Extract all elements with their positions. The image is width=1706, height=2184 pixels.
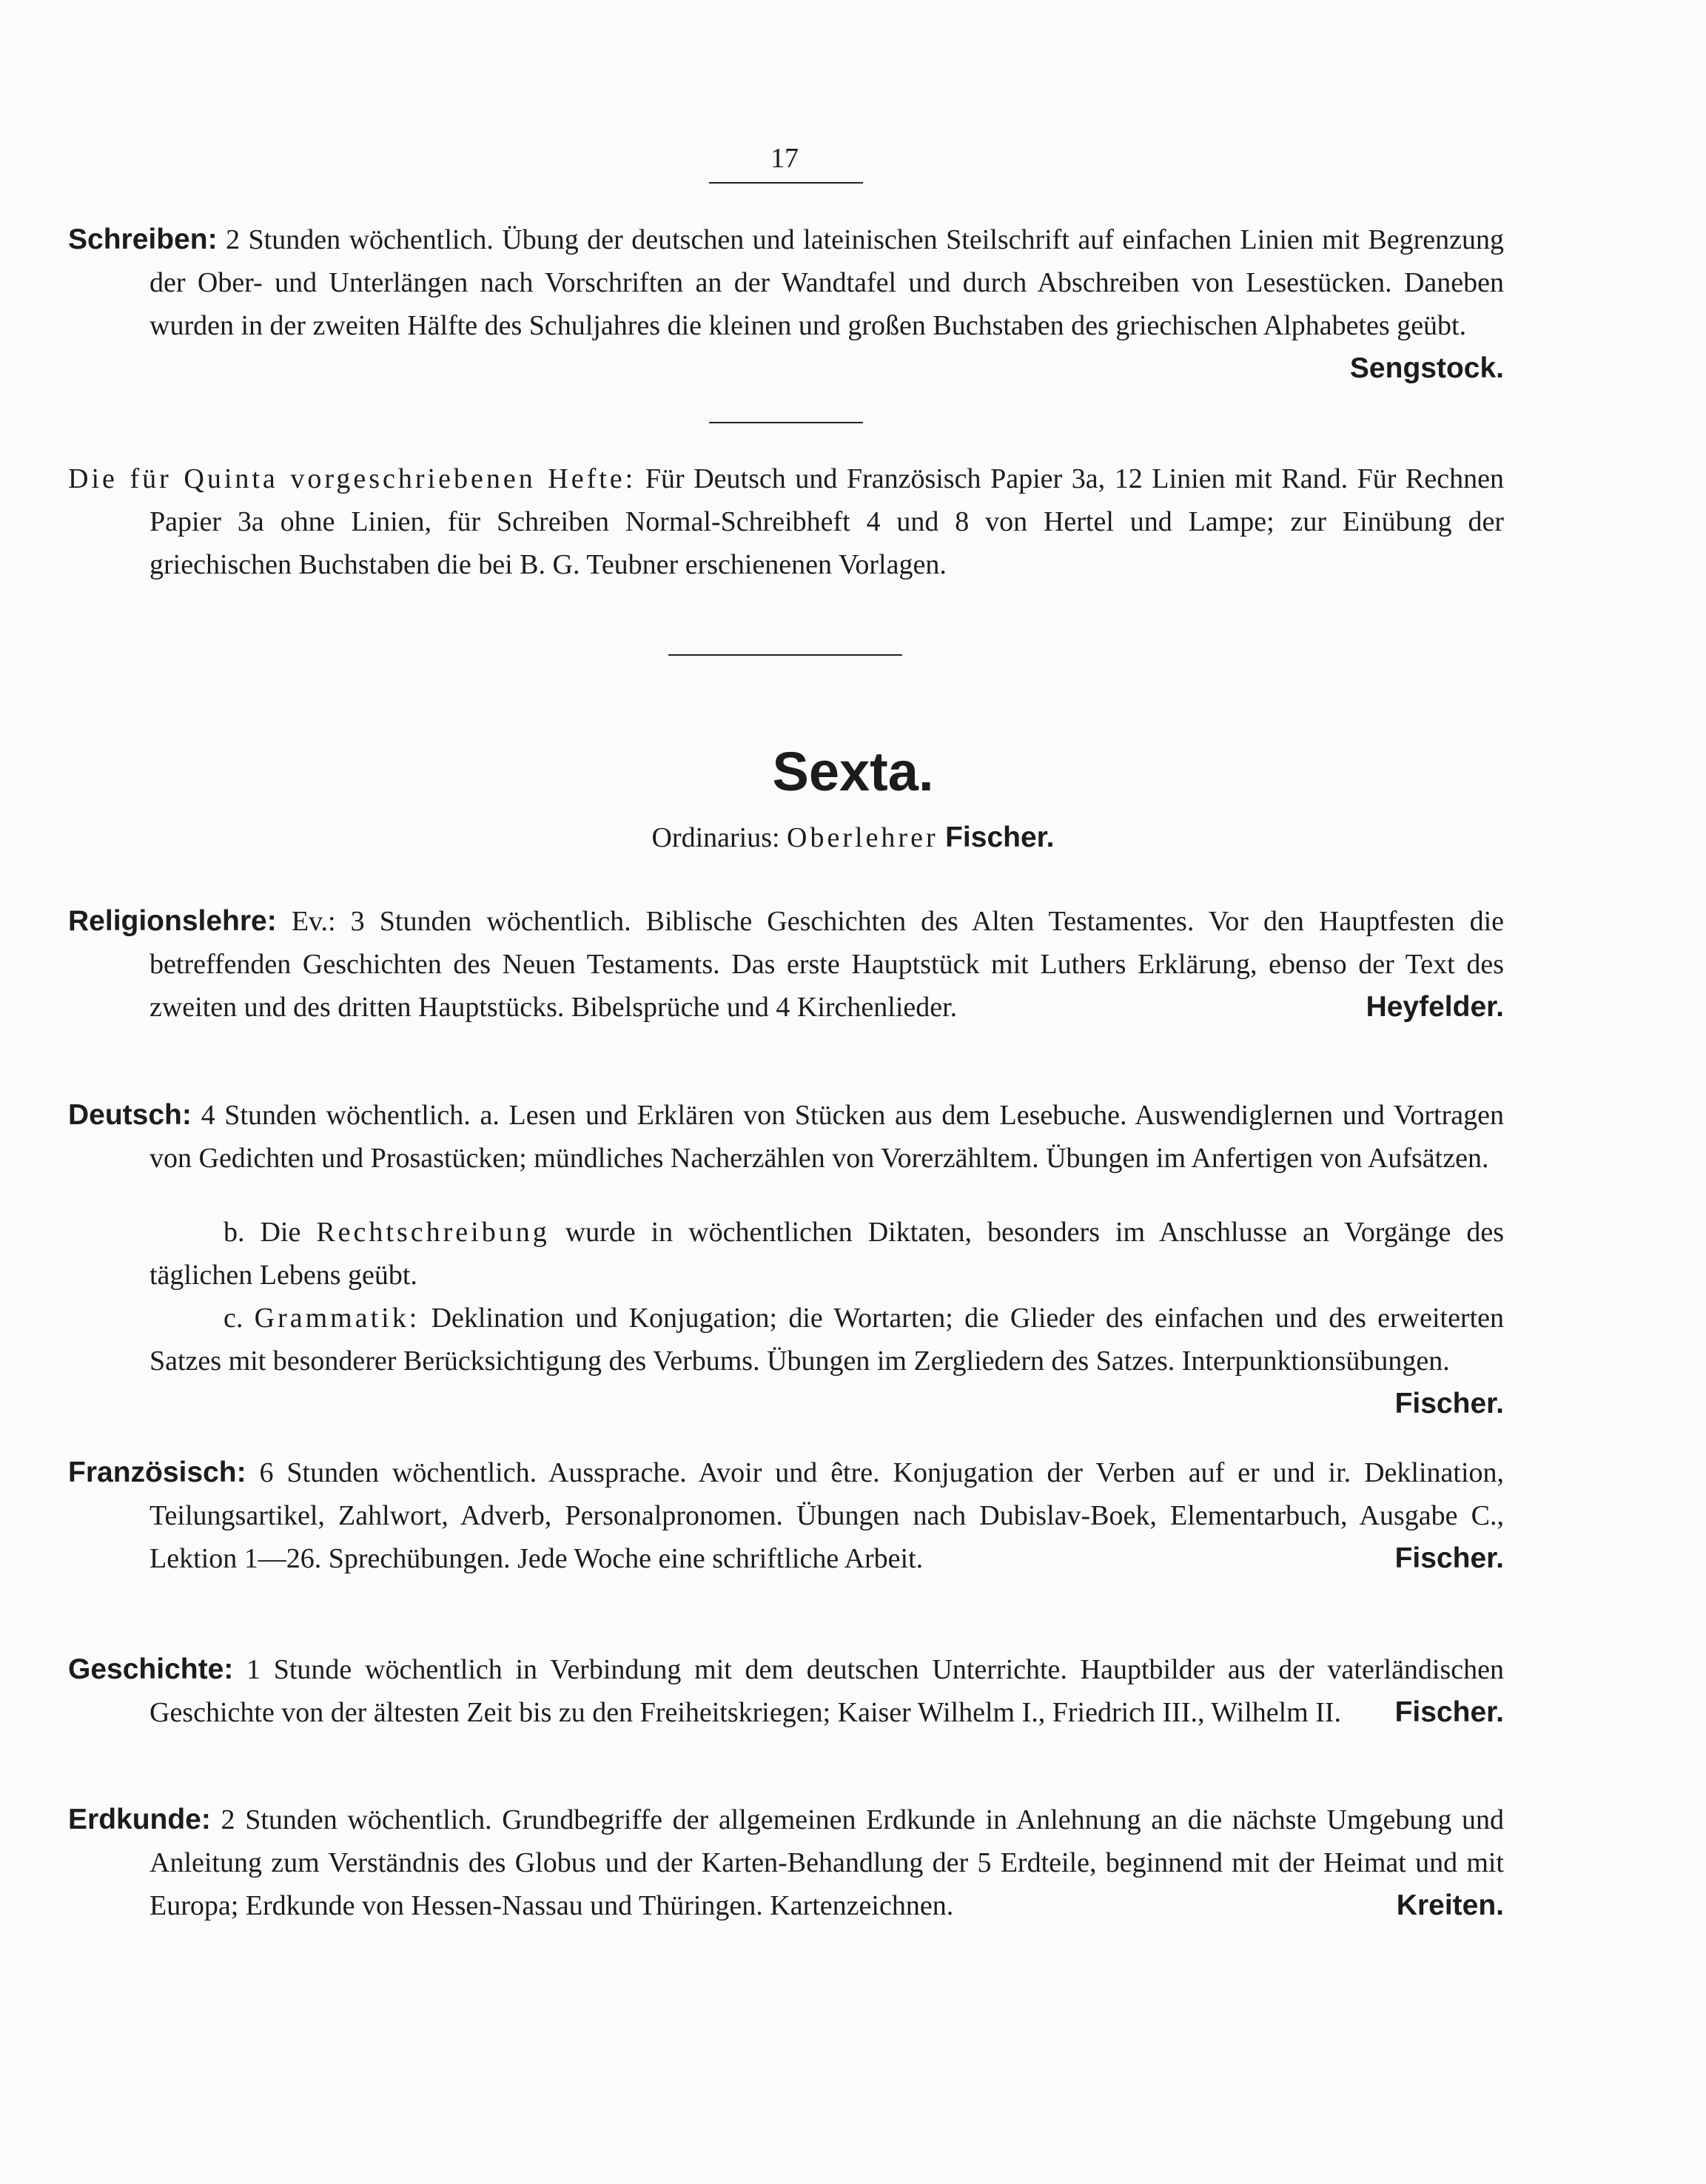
section-rule	[668, 654, 902, 656]
divider-rule	[709, 422, 863, 423]
religion-heading: Religionslehre:	[68, 905, 277, 937]
page-number: 17	[770, 143, 799, 174]
section-title: Sexta.	[772, 741, 934, 802]
franzoesisch-entry	[68, 1451, 1504, 1580]
ordinarius-line	[0, 821, 1706, 854]
deutsch-heading: Deutsch:	[68, 1099, 192, 1131]
religion-text: Ev.: 3 Stunden wöchentlich. Biblische Geschichten des Alten Testamentes. Vor den Hauptfesten die betreffenden Geschichten des Neuen Testaments. Das erste Hauptstück mit Luthers Erklärung, ebenso der Text des zweiten und des dritten Hauptstücks. Bibelsprüche und 4 Kirchenlieder.	[150, 906, 1505, 1023]
geschichte-entry	[68, 1648, 1504, 1734]
schreiben-entry	[68, 218, 1504, 390]
deutsch-teacher: Fischer.	[1394, 1388, 1504, 1419]
geschichte-text: 1 Stunde wöchentlich in Verbindung mit dem deutschen Unterrichte. Hauptbilder aus der vaterländischen Geschichte von der ältesten Zeit bis zu den Freiheitskriegen; Kaiser Wilhelm I., Friedrich III., Wilhelm II.	[150, 1654, 1505, 1728]
deutsch-part-c	[68, 1297, 1504, 1425]
erdkunde-teacher: Kreiten.	[1396, 1889, 1504, 1921]
ordinarius-label: Ordinarius:	[651, 822, 780, 853]
franzoesisch-text: 6 Stunden wöchentlich. Aussprache. Avoir und être. Konjugation der Verben auf er und ir. Deklination, Teilungsartikel, Zahlwort, Adverb, Personalpronomen. Übungen nach Dubislav-Boek, Elementarbuch, Ausgabe C., Lektion 1—26. Sprechübungen. Jede Woche eine schriftliche Arbeit.	[150, 1457, 1504, 1574]
deutsch-c-text: Deklination und Konjugation; die Wortarten; die Glieder des einfachen und des erweiterten Satzes mit besonderer Berücksichtigung des Verbums. Übungen im Zergliedern des Satzes. Interpunktionsübungen.	[150, 1303, 1505, 1377]
hefte-note	[68, 457, 1504, 586]
erdkunde-heading: Erdkunde:	[68, 1804, 211, 1835]
hefte-lead: Die für Quinta vorgeschriebenen Hefte:	[68, 463, 637, 494]
deutsch-b-text: wurde in wöchentlichen Diktaten, besonders im Anschlusse an Vorgänge des täglichen Lebens geübt.	[150, 1217, 1505, 1291]
erdkunde-text: 2 Stunden wöchentlich. Grundbegriffe der allgemeinen Erdkunde in Anlehnung an die nächste Umgebung und Anleitung zum Verständnis des Globus und der Karten-Behandlung der 5 Erdteile, beginnend mit der Heimat und mit Europa; Erdkunde von Hessen-Nassau und Thüringen. Kartenzeichnen.	[150, 1804, 1505, 1921]
deutsch-c-term: Grammatik:	[254, 1303, 420, 1334]
schreiben-heading: Schreiben:	[68, 224, 218, 255]
header-rule	[709, 182, 863, 184]
deutsch-text-a: 4 Stunden wöchentlich. a. Lesen und Erklären von Stücken aus dem Lesebuche. Auswendiglernen und Vortragen von Gedichten und Prosastücken; mündliches Nacherzählen von Vorerzähltem. Übungen im Anfertigen von Aufsätzen.	[150, 1100, 1504, 1174]
franzoesisch-heading: Französisch:	[68, 1456, 246, 1488]
deutsch-entry	[68, 1094, 1504, 1180]
ordinarius-rank: Oberlehrer	[787, 822, 938, 853]
geschichte-teacher: Fischer.	[1394, 1696, 1504, 1728]
religion-teacher: Heyfelder.	[1366, 991, 1504, 1023]
schreiben-text: 2 Stunden wöchentlich. Übung der deutschen und lateinischen Steilschrift auf einfachen Linien mit Begrenzung der Ober- und Unterlängen nach Vorschriften an der Wandtafel und durch Abschreiben von Lesestücken. Daneben wurden in der zweiten Hälfte des Schuljahres die kleinen und großen Buchstaben des griechischen Alphabetes geübt.	[150, 224, 1505, 341]
deutsch-b-label: b. Die	[224, 1217, 301, 1248]
ordinarius-name: Fischer.	[945, 821, 1055, 853]
schreiben-teacher: Sengstock.	[1349, 352, 1504, 384]
deutsch-part-b	[68, 1211, 1504, 1297]
religion-entry	[68, 900, 1504, 1029]
geschichte-heading: Geschichte:	[68, 1653, 234, 1685]
erdkunde-entry	[68, 1798, 1504, 1927]
deutsch-b-term: Rechtschreibung	[316, 1217, 550, 1248]
hefte-text: Für Deutsch und Französisch Papier 3a, 12 Linien mit Rand. Für Rechnen Papier 3a ohne Linien, für Schreiben Normal-Schreibheft 4 und 8 von Hertel und Lampe; zur Einübung der griechischen Buchstaben die bei B. G. Teubner erschienenen Vorlagen.	[150, 463, 1505, 580]
deutsch-c-label: c.	[224, 1303, 244, 1334]
franzoesisch-teacher: Fischer.	[1394, 1542, 1504, 1574]
